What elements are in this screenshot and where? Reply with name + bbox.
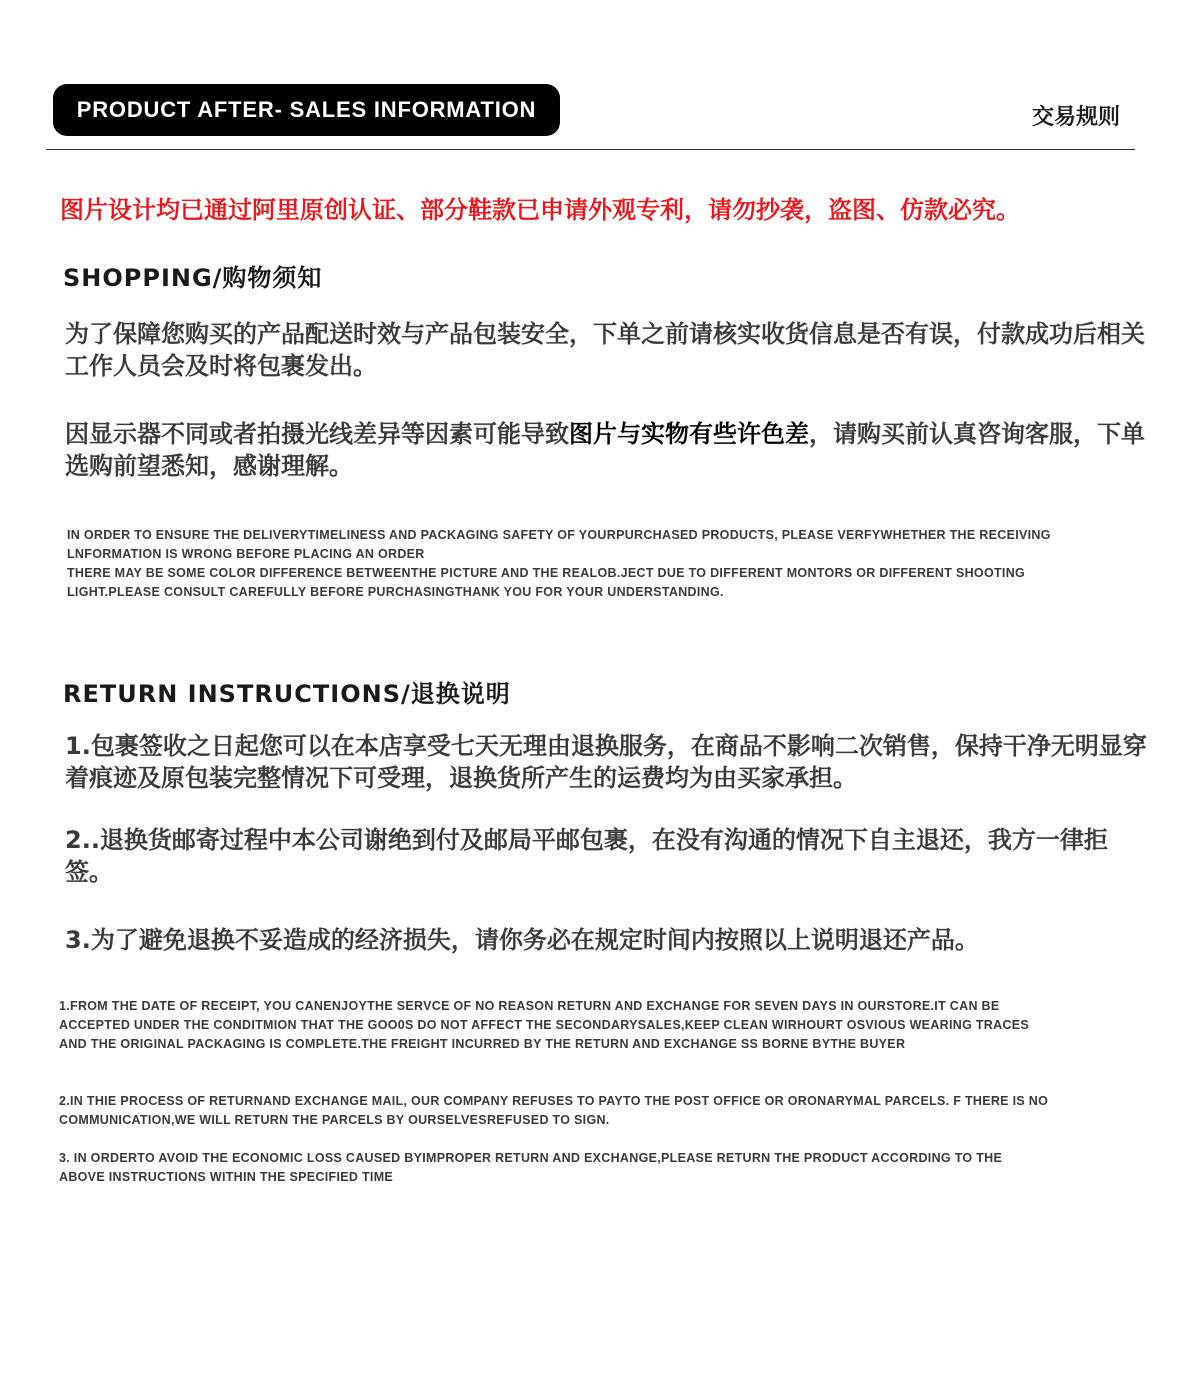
color-difference-emphasis: 图片与实物有些许色差	[569, 420, 809, 448]
return-item-3: 3.为了避免退换不妥造成的经济损失，请你务必在规定时间内按照以上说明退还产品。	[65, 926, 979, 954]
header-divider	[46, 149, 1135, 150]
trade-rules-label: 交易规则	[1031, 105, 1120, 130]
return-english-item-3: 3. IN ORDERTO AVOID THE ECONOMIC LOSS CAUSED BYIMPROPER RETURN AND EXCHANGE,PLEASE RETURN THE PRODUCT ACCORDING TO THE ABOVE INSTRUCTIONS WITHIN THE SPECIFIED TIME	[59, 1151, 1003, 1184]
return-section-title: RETURN INSTRUCTIONS/退换说明	[63, 680, 511, 708]
shopping-paragraph-1: 为了保障您购买的产品配送时效与产品包装安全，下单之前请核实收货信息是否有误，付款成功后相关工作人员会及时将包裹发出。	[65, 320, 1145, 380]
shopping-english-notes	[67, 526, 1057, 602]
shopping-paragraph-2-start: 因显示器不同或者拍摄光线差异等因素可能导致	[65, 420, 569, 448]
return-item-2: 2..退换货邮寄过程中本公司谢绝到付及邮局平邮包裹，在没有沟通的情况下自主退还，我方一律拒签。	[65, 826, 1108, 886]
return-english-item-2: 2.IN THIE PROCESS OF RETURNAND EXCHANGE MAIL, OUR COMPANY REFUSES TO PAYTO THE POST OFFICE OR ORONARYMAL PARCELS. F THERE IS NO COMMUNICATION,WE WILL RETURN THE PARCELS BY OURSELVESREFUSED TO SIGN.	[59, 1094, 1049, 1127]
return-english-item-1: 1.FROM THE DATE OF RECEIPT, YOU CANENJOYTHE SERVCE OF NO REASON RETURN AND EXCHANGE FOR SEVEN DAYS IN OURSTORE.IT CAN BE ACCEPTED UNDER THE CONDITMION THAT THE GOO0S DO NOT AFFECT THE SECONDARYSALES,KEEP CLEAN WIRHOURT OSVIOUS WEARING TRACES AND THE ORIGINAL PACKAGING IS COMPLETE.THE FREIGHT INCURRED BY THE RETURN AND EXCHANGE SS BORNE BYTHE BUYER	[59, 999, 1030, 1051]
return-item-1: 1.包裹签收之日起您可以在本店享受七天无理由退换服务，在商品不影响二次销售，保持干净无明显穿着痕迹及原包装完整情况下可受理，退换货所产生的运费均为由买家承担。	[65, 732, 1147, 792]
shopping-english-para-2: THERE MAY BE SOME COLOR DIFFERENCE BETWEENTHE PICTURE AND THE REALOB.JECT DUE TO DIFFERENT MONTORS OR DIFFERENT SHOOTING LIGHT.PLEASE CONSULT CAREFULLY BEFORE PURCHASINGTHANK YOU FOR YOUR UNDERSTANDING.	[67, 566, 1026, 599]
shopping-english-para-1: IN ORDER TO ENSURE THE DELIVERYTIMELINESS AND PACKAGING SAFETY OF YOURPURCHASED PRODUCTS, PLEASE VERFYWHETHER THE RECEIVING LNFORMATION IS WRONG BEFORE PLACING AN ORDER	[67, 528, 1051, 561]
after-sales-title-badge: PRODUCT AFTER- SALES INFORMATION	[53, 84, 560, 136]
shopping-section-title: SHOPPING/购物须知	[63, 264, 323, 292]
shopping-paragraph-2	[65, 418, 1155, 482]
shopping-paragraph-2-end: ，请购买前认真咨询客服，下单选购前望悉知，感谢理解。	[65, 420, 1145, 480]
copyright-warning: 图片设计均已通过阿里原创认证、部分鞋款已申请外观专利，请勿抄袭，盗图、仿款必究。	[60, 196, 1020, 224]
